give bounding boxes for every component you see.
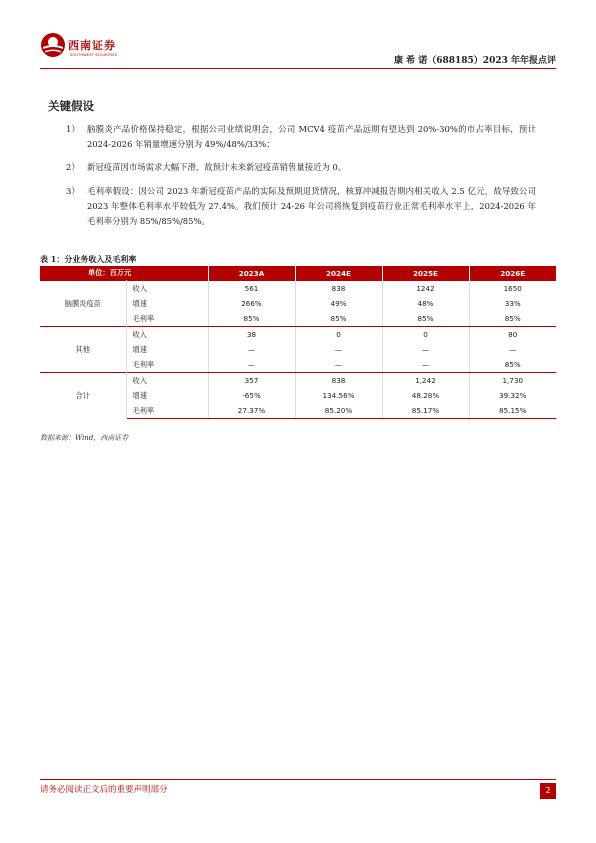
table-cell: 838	[295, 281, 382, 297]
table-cell: 85.20%	[295, 403, 382, 419]
segment-revenue-table	[40, 266, 556, 419]
table-cell: 85%	[208, 311, 295, 327]
assumption-text: 新冠疫苗因市场需求大幅下滑，故预计未来新冠疫苗销售量接近为 0。	[87, 162, 347, 172]
table-cell: 357	[208, 373, 295, 389]
segment-label: 其他	[40, 327, 126, 373]
assumption-item	[66, 122, 536, 152]
table-cell: 49%	[295, 296, 382, 311]
assumption-text: 毛利率假设：因公司 2023 年新冠疫苗产品的实际及预期退货情况，核算冲减报告期内相关收入 2.5 亿元，故导致公司 2023 年整体毛利率水平较低为 27.4%。我们预计 24-26 年公司将恢复到疫苗行业正常毛利率水平上，2024-2026 年毛利率分别为 85%/85%/85%。	[87, 186, 536, 226]
table-cell: 85.15%	[469, 403, 556, 419]
metric-label: 收入	[126, 373, 208, 389]
assumption-number: 2）	[66, 162, 80, 172]
column-header: 2025E	[382, 266, 469, 281]
unit-label: 单位：百万元	[40, 266, 208, 281]
assumption-number: 3）	[66, 186, 80, 196]
logo-english-name: SOUTHWEST SECURITIES	[70, 53, 118, 57]
assumption-item	[66, 184, 536, 244]
table-cell: —	[208, 357, 295, 373]
table-cell: 48%	[382, 296, 469, 311]
page-header	[40, 30, 556, 70]
header-divider	[40, 68, 556, 69]
assumption-text: 脑膜炎产品价格保持稳定，根据公司业绩说明会，公司 MCV4 疫苗产品远期有望达到 20%-30%的市占率目标，预计 2024-2026 年销量增速分别为 49%/48%/33%；	[87, 124, 536, 149]
table-cell: 39.32%	[499, 391, 527, 400]
metric-label: 毛利率	[126, 357, 208, 373]
metric-label: 增速	[126, 296, 208, 311]
logo-chinese-name: 西南证券	[68, 39, 116, 52]
segment-label: 合计	[40, 373, 126, 419]
page-number: 2	[540, 783, 556, 799]
table-cell: 80	[469, 327, 556, 343]
table-row	[40, 373, 556, 389]
report-title: 康 希 诺（688185）2023 年年报点评	[393, 56, 556, 66]
company-logo	[40, 32, 132, 66]
table-cell: 561	[208, 281, 295, 297]
table-cell: —	[208, 342, 295, 357]
footer-divider	[40, 779, 556, 780]
metric-label: 增速	[126, 342, 208, 357]
column-header: 2024E	[295, 266, 382, 281]
table-cell: 1650	[469, 281, 556, 297]
table-title: 表 1：分业务收入及毛利率	[40, 254, 137, 264]
table-cell: 0	[295, 327, 382, 343]
table-cell: —	[509, 345, 517, 354]
table-cell: 85%	[469, 311, 556, 327]
segment-label: 脑膜炎疫苗	[40, 281, 126, 327]
sun-logo-icon	[40, 32, 66, 58]
table-cell: 85.17%	[382, 403, 469, 419]
table-cell: 1242	[382, 281, 469, 297]
table-row	[40, 281, 556, 297]
table-cell: —	[382, 357, 469, 373]
table-cell: 33%	[504, 299, 521, 308]
metric-label: 收入	[126, 327, 208, 343]
section-title: 关键假设	[48, 99, 94, 113]
metric-label: 增速	[126, 388, 208, 403]
column-header: 2026E	[469, 266, 556, 281]
table-cell: —	[382, 342, 469, 357]
data-source-note: 数据来源：Wind，西南证券	[40, 434, 129, 442]
table-cell: 85%	[382, 311, 469, 327]
table-header-row	[40, 266, 556, 281]
table-cell: —	[295, 357, 382, 373]
table-cell: 1,242	[382, 373, 469, 389]
table-cell: 838	[295, 373, 382, 389]
table-cell: 85%	[295, 311, 382, 327]
table-row	[40, 327, 556, 343]
metric-label: 收入	[126, 281, 208, 297]
table-cell: -65%	[208, 388, 295, 403]
table-cell: 134.56%	[295, 388, 382, 403]
table-cell: 38	[208, 327, 295, 343]
metric-label: 毛利率	[126, 403, 208, 419]
footer-disclaimer: 请务必阅读正文后的重要声明部分	[40, 785, 168, 795]
column-header: 2023A	[208, 266, 295, 281]
table-cell: 85%	[469, 357, 556, 373]
table-cell: 266%	[208, 296, 295, 311]
table-cell: 0	[382, 327, 469, 343]
metric-label: 毛利率	[126, 311, 208, 327]
table-cell: 27.37%	[208, 403, 295, 419]
assumption-number: 1）	[66, 124, 80, 134]
table-cell: 1,730	[469, 373, 556, 389]
table-cell: —	[295, 342, 382, 357]
table-cell: 48.28%	[382, 388, 469, 403]
assumption-item	[66, 160, 536, 175]
